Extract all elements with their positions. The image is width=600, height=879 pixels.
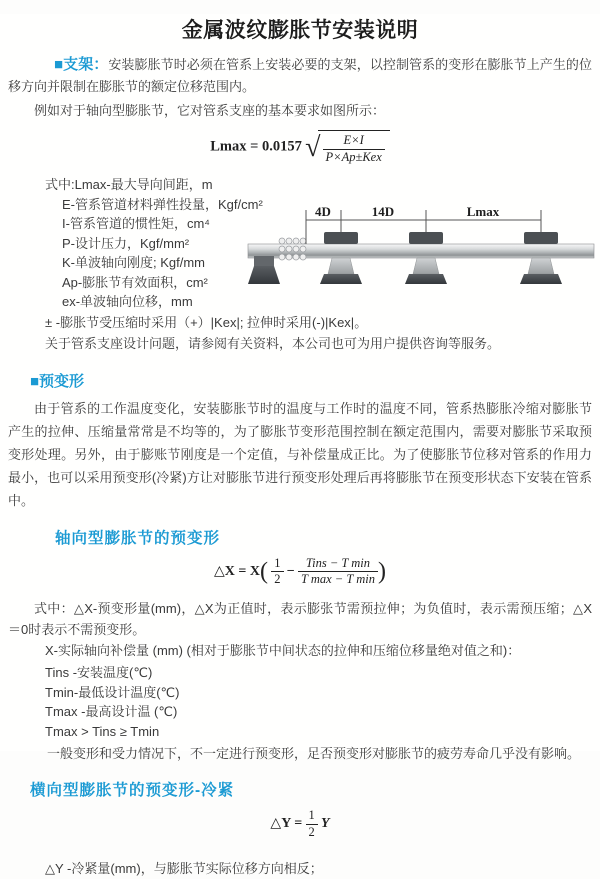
lateral-heading: 横向型膨胀节的预变形-冷紧 — [30, 782, 235, 799]
minus-sign: − — [286, 563, 295, 579]
preform-paragraph: 由于管系的工作温度变化，安装膨胀节时的温度与工作时的温度不同，管系热膨胀冷缩对膨胀节产生的拉伸、压缩量常常是不均等的，为了膨胀节变形范围控制在额定范围内，需要对膨胀节采取预变形处理。另外，由于膨账节刚度是一个定值，与补偿量成正比。为了使膨胀节位移对管系的作用力最小，也可以采用预变形(冷紧)方让对膨胀节进行预变形处理后再将膨胀节在预变形状态下安装在管系中。 — [8, 400, 592, 508]
radical-sign: √ — [305, 132, 321, 164]
pipe-support-diagram — [246, 204, 596, 306]
anchor-support — [248, 256, 280, 284]
general-note: 一般变形和受力情况下，不一定进行预变形，足否预变形对膨胀节的疲劳寿命几乎没有影响。 — [47, 746, 581, 761]
support-intro-paragraph — [8, 54, 592, 98]
lmax-fraction-denominator: P×Ap±Kex — [325, 149, 382, 164]
dim-label-4d: 4D — [315, 204, 331, 219]
lateral-formula-rhs: Y — [321, 816, 330, 832]
page-title: 金属波纹膨胀节安装说明 — [181, 19, 419, 42]
lmax-fraction-numerator: E×I — [323, 133, 385, 150]
axial-formula-lhs: △X = X — [214, 563, 260, 579]
lateral-half-numerator: 1 — [306, 808, 318, 825]
section-preform — [0, 370, 600, 879]
temp-fraction-numerator: Tins − T min — [298, 556, 378, 573]
preform-label-text: ■预变形 — [30, 372, 85, 390]
axial-heading: 轴向型膨胀节的预变形 — [55, 529, 221, 547]
preform-section-label — [30, 370, 600, 391]
document-page — [0, 14, 600, 877]
open-paren: ( — [260, 558, 268, 585]
temp-fraction-denominator: T max − T min — [300, 572, 375, 587]
definition-item: ex-单波轴向位移，mm — [62, 294, 193, 310]
half-numerator: 1 — [271, 556, 283, 573]
definition-item: I-管系管道的惯性矩，cm⁴ — [62, 216, 210, 232]
lateral-formula — [0, 808, 600, 840]
radicand — [318, 130, 390, 165]
definition-item: Ap-膨胀节有效面积，cm² — [62, 274, 208, 290]
lateral-half-denominator: 2 — [308, 824, 315, 839]
definition-item: 式中:Lmax-最大导向间距，m — [45, 177, 213, 193]
axial-formula — [0, 556, 600, 588]
support-section-label: ■支架： — [54, 56, 109, 73]
x-definition: X-实际轴向补偿量 (mm) (相对于膨胀节中间状态的拉伸和压缩位移量绝对值之和)： — [45, 643, 521, 658]
lmax-formula — [0, 130, 600, 165]
half-fraction — [271, 556, 283, 588]
temp-item: Tmin-最低设计温度(℃) — [45, 684, 180, 700]
temperature-list — [45, 663, 600, 741]
dim-label-14d: 14D — [371, 204, 395, 219]
consult-note: 关于管系支座设计问题，请参阅有关资料，本公司也可为用户提供咨询等服务。 — [45, 335, 501, 351]
lmax-formula-coefficient: Lmax = 0.0157 — [210, 138, 302, 155]
definition-item: K-单波轴向刚度; Kgf/mm — [62, 255, 206, 271]
dim-label-lmax: Lmax — [466, 204, 500, 219]
support-intro-text: 安装膨胀节时必须在管系上安装必要的支架，以控制管系的变形在膨胀节上产生的位移方向并限制在膨胀节的额定位移范围内。 — [8, 57, 592, 94]
close-paren: ) — [377, 558, 386, 585]
axial-explain: 式中：△X-预变形量(mm)，△X为正值时，表示膨张节需预拉伸；为负值时，表示需预压缩；△X＝0时表示不需预变形。 — [8, 601, 592, 637]
support-example-text: 例如对于轴向型膨胀节，它对管系支座的基本要求如图所示： — [34, 103, 386, 118]
plus-minus-note: ± -膨胀节受压缩时采用（+）|Kex|; 拉伸时采用(-)|Kex|。 — [45, 314, 368, 330]
section-support — [0, 54, 600, 354]
lateral-half-fraction — [306, 808, 318, 840]
temp-item: Tmax -最高设计温 (℃) — [45, 704, 178, 719]
temperature-fraction — [298, 556, 378, 588]
half-denominator: 2 — [274, 572, 281, 587]
lateral-formula-lhs: △Y = — [270, 816, 303, 832]
temp-inequality: Tmax > Tins ≥ Tmin — [45, 723, 160, 739]
definition-item: E-管系管道材料弹性投量，Kgf/cm² — [62, 196, 263, 212]
lateral-note: △Y -冷紧量(mm)，与膨胀节实际位移方向相反； — [45, 861, 323, 877]
lmax-fraction — [323, 133, 385, 165]
temp-item: Tins -安装温度(℃) — [45, 665, 153, 680]
definition-item: P-设计压力，Kgf/mm² — [62, 235, 190, 251]
